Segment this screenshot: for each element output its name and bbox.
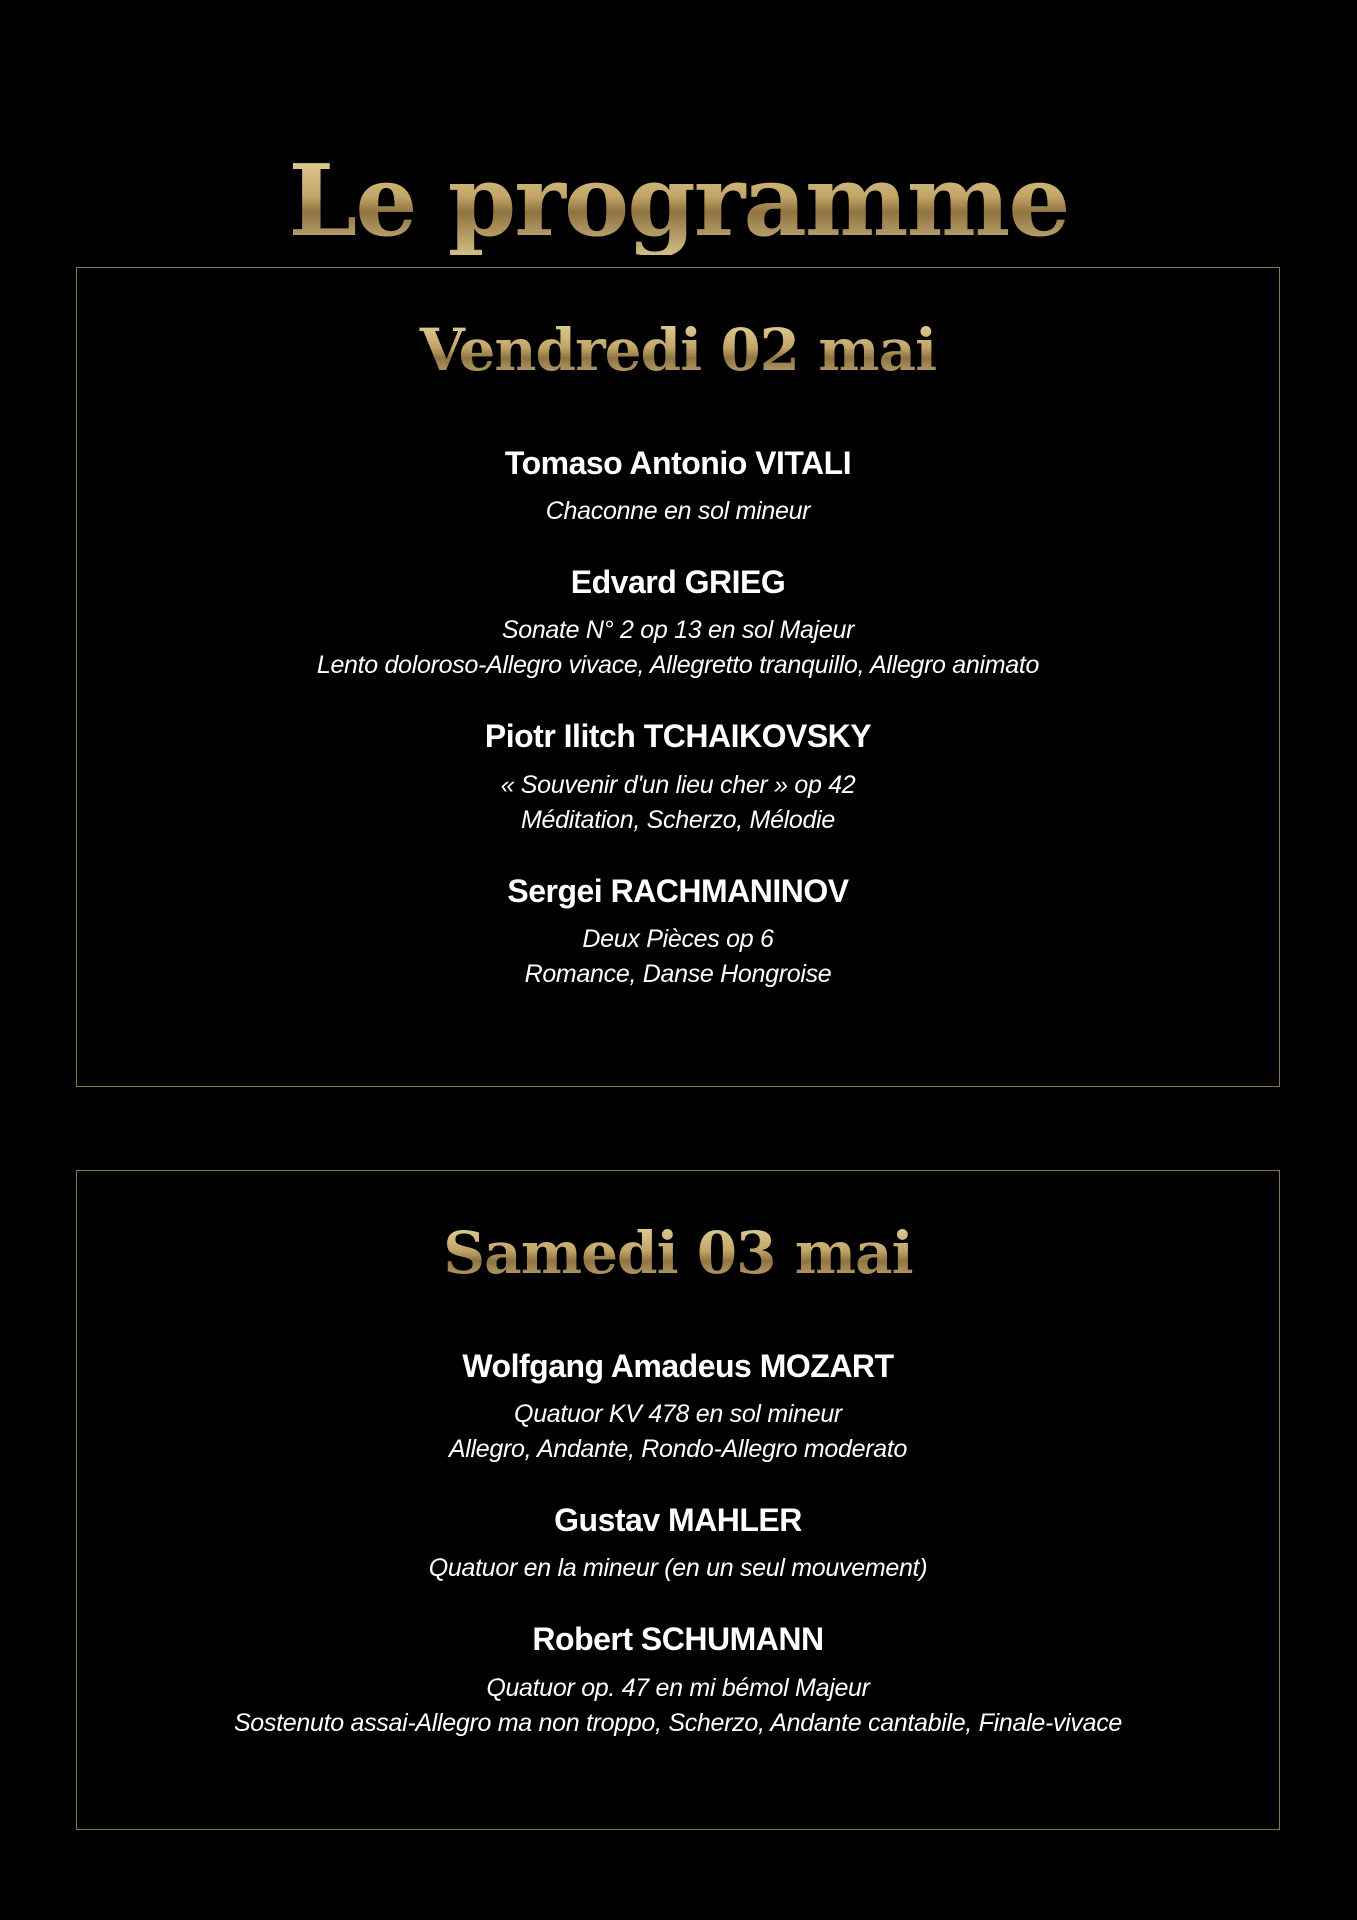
day-section-friday — [76, 267, 1280, 1087]
composer-name: Tomaso Antonio VITALI — [504, 444, 852, 481]
day-section-saturday — [76, 1170, 1280, 1830]
composer-name: Sergei RACHMANINOV — [507, 872, 849, 909]
composer-name: Edvard GRIEG — [570, 563, 786, 600]
program-item-mozart — [77, 1347, 1279, 1467]
program-item-grieg — [77, 563, 1279, 683]
composer-name: Wolfgang Amadeus MOZART — [462, 1347, 894, 1384]
day-title: Samedi 03 mai — [77, 1219, 1279, 1289]
composer-name: Robert SCHUMANN — [532, 1621, 824, 1658]
work-movements: Allegro, Andante, Rondo-Allegro moderato — [448, 1434, 908, 1463]
work-movements: Lento doloroso-Allegro vivace, Allegretto tranquillo, Allegro animato — [316, 651, 1040, 680]
work-title: Deux Pièces op 6 — [582, 925, 774, 954]
work-movements: Méditation, Scherzo, Mélodie — [521, 805, 835, 834]
program-item-rachmaninov — [77, 872, 1279, 992]
program-item-schumann — [77, 1620, 1279, 1740]
composer-name: Gustav MAHLER — [554, 1501, 802, 1538]
work-movements: Romance, Danse Hongroise — [524, 960, 832, 989]
work-title: Quatuor en la mineur (en un seul mouvement) — [428, 1554, 928, 1583]
program-item-mahler — [77, 1501, 1279, 1586]
work-title: Quatuor KV 478 en sol mineur — [514, 1399, 842, 1428]
program-item-vitali — [77, 444, 1279, 529]
page-title: Le programme — [0, 148, 1357, 256]
work-title: Quatuor op. 47 en mi bémol Majeur — [486, 1673, 870, 1702]
work-movements: Sostenuto assai-Allegro ma non troppo, Scherzo, Andante cantabile, Finale-vivace — [233, 1708, 1123, 1737]
composer-name: Piotr Ilitch TCHAIKOVSKY — [484, 718, 872, 755]
work-title: « Souvenir d'un lieu cher » op 42 — [500, 770, 856, 799]
work-title: Sonate N° 2 op 13 en sol Majeur — [501, 616, 855, 645]
work-title: Chaconne en sol mineur — [545, 496, 811, 525]
program-item-tchaikovsky — [77, 717, 1279, 837]
day-title: Vendredi 02 mai — [77, 316, 1279, 386]
